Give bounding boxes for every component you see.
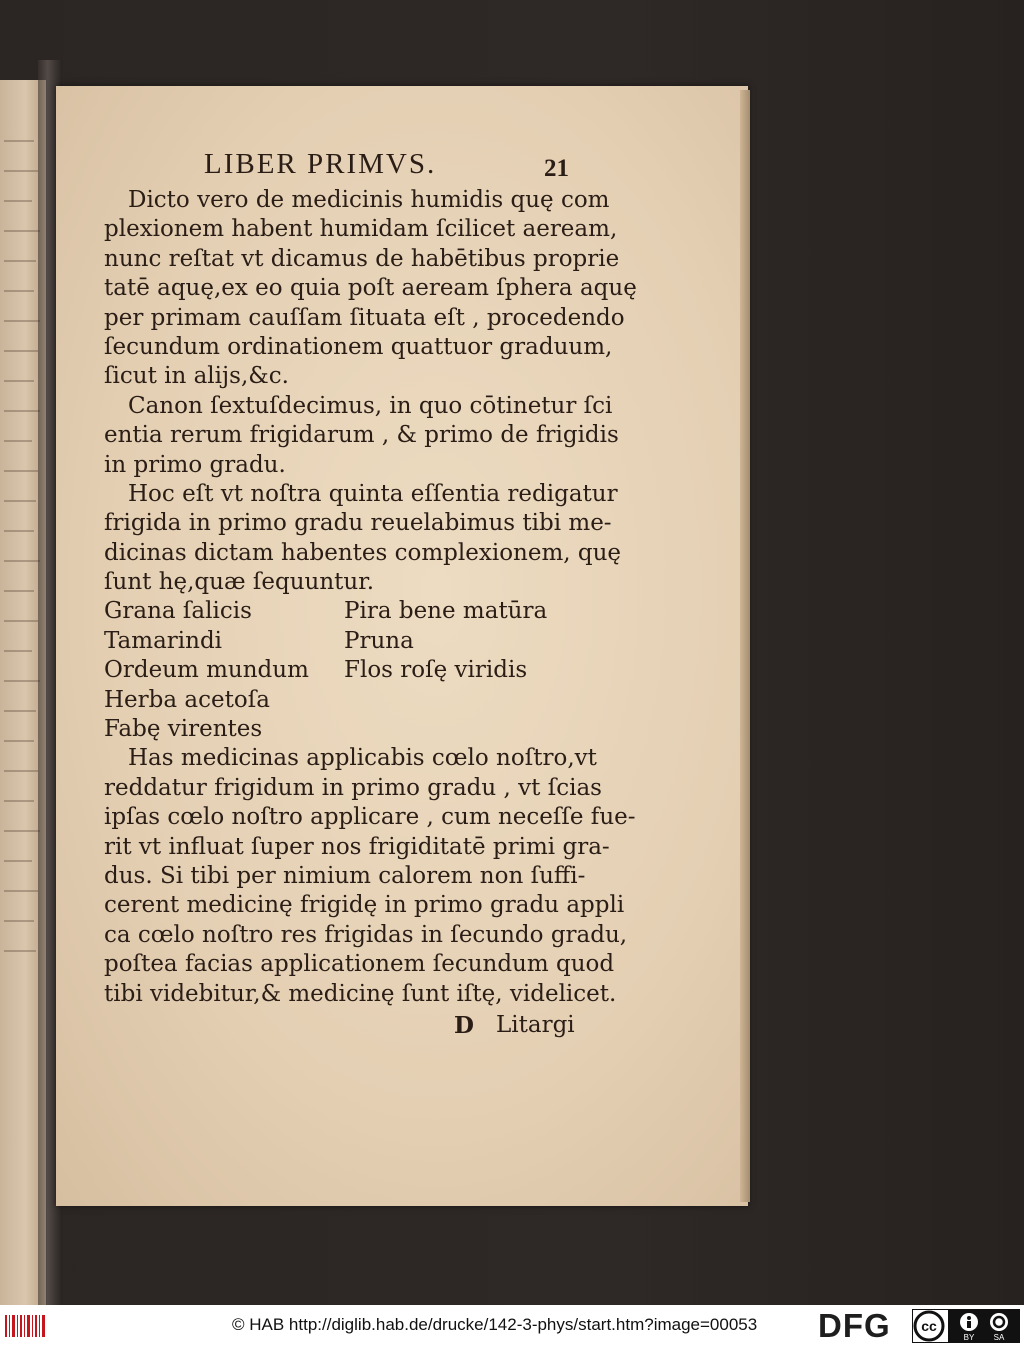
intro-line: dicinas dictam habentes complexionem, quę [104, 539, 622, 566]
page-number: 21 [544, 155, 569, 182]
cc-label: cc [921, 1318, 937, 1334]
closing-line: poſtea facias applicationem ſecundum quod [104, 951, 615, 978]
page-text [104, 148, 637, 1041]
remedy-item: Fabę virentes [104, 716, 263, 743]
sa-label: SA [993, 1333, 1005, 1342]
body-line: nunc reſtat vt dicamus de habētibus proprie [104, 245, 620, 272]
running-head: LIBER PRIMVS. [204, 148, 437, 180]
remedy-row [104, 686, 604, 715]
intro-line: ſunt hę,quæ ſequuntur. [104, 569, 375, 596]
remedy-item: Grana ſalicis [104, 598, 252, 625]
remedy-item: Ordeum mundum [104, 657, 309, 684]
body-line: ſicut in alijs,&c. [104, 363, 289, 390]
closing-line: tibi videbitur,& medicinę ſunt iſtę, videlicet. [104, 980, 617, 1007]
catchword-line [104, 1009, 604, 1041]
body-line: per primam cauſſam ſituata eſt , procedendo [104, 304, 625, 331]
remedy-item: Tamarindi [104, 627, 223, 654]
remedy-row [104, 656, 604, 685]
intro-line: Hoc eſt vt noſtra quinta eſſentia redigatur [128, 480, 618, 507]
remedy-row [104, 627, 604, 656]
closing-line: reddatur frigidum in primo gradu , vt ſcias [104, 774, 602, 801]
remedy-item: Flos roſę viridis [344, 657, 528, 684]
canon-heading-line: entia rerum frigidarum , & primo de frigidis [104, 422, 619, 449]
dfg-logo: DFG [818, 1307, 891, 1344]
cc-by-sa-icon [912, 1309, 1020, 1343]
closing-line: Has medicinas applicabis cœlo noſtro,vt [128, 745, 597, 772]
canon-heading-line: Canon ſextuſdecimus, in quo cōtinetur ſci [128, 392, 613, 419]
copyright-link[interactable]: © HAB http://diglib.hab.de/drucke/142-3-phys/start.htm?image=00053 [232, 1315, 758, 1334]
by-label: BY [963, 1333, 975, 1342]
body-line: plexionem habent humidam ſcilicet aeream, [104, 216, 618, 243]
barcode-icon [4, 1313, 48, 1339]
page-header [104, 150, 604, 186]
remedy-item: Pruna [344, 627, 414, 654]
catchword: Litargi [496, 1011, 575, 1038]
body-line: tatē aquę,ex eo quia poſt aeream ſphera aquę [104, 275, 637, 302]
page-fore-edge [740, 90, 750, 1202]
signature-mark: D [454, 1011, 474, 1039]
closing-line: rit vt influat ſuper nos frigiditatē primi gra- [104, 833, 610, 860]
footer-bar [0, 1305, 1024, 1346]
remedy-row [104, 597, 604, 626]
closing-line: ca cœlo noſtro res frigidas in ſecundo gradu, [104, 921, 628, 948]
body-line: ſecundum ordinationem quattuor graduum, [104, 333, 613, 360]
remedy-item: Herba acetoſa [104, 686, 270, 713]
canon-heading-line: in primo gradu. [104, 451, 286, 478]
remedy-row [104, 715, 604, 744]
body-line: Dicto vero de medicinis humidis quę com [128, 187, 610, 213]
closing-line: dus. Si tibi per nimium calorem non ſuffi- [104, 862, 586, 889]
closing-line: cerent medicinę frigidę in primo gradu appli [104, 892, 625, 919]
remedy-item: Pira bene matūra [344, 598, 548, 625]
intro-line: frigida in primo gradu reuelabimus tibi me- [104, 510, 612, 537]
closing-line: ipſas cœlo noſtro applicare , cum neceſſe fue- [104, 804, 636, 831]
